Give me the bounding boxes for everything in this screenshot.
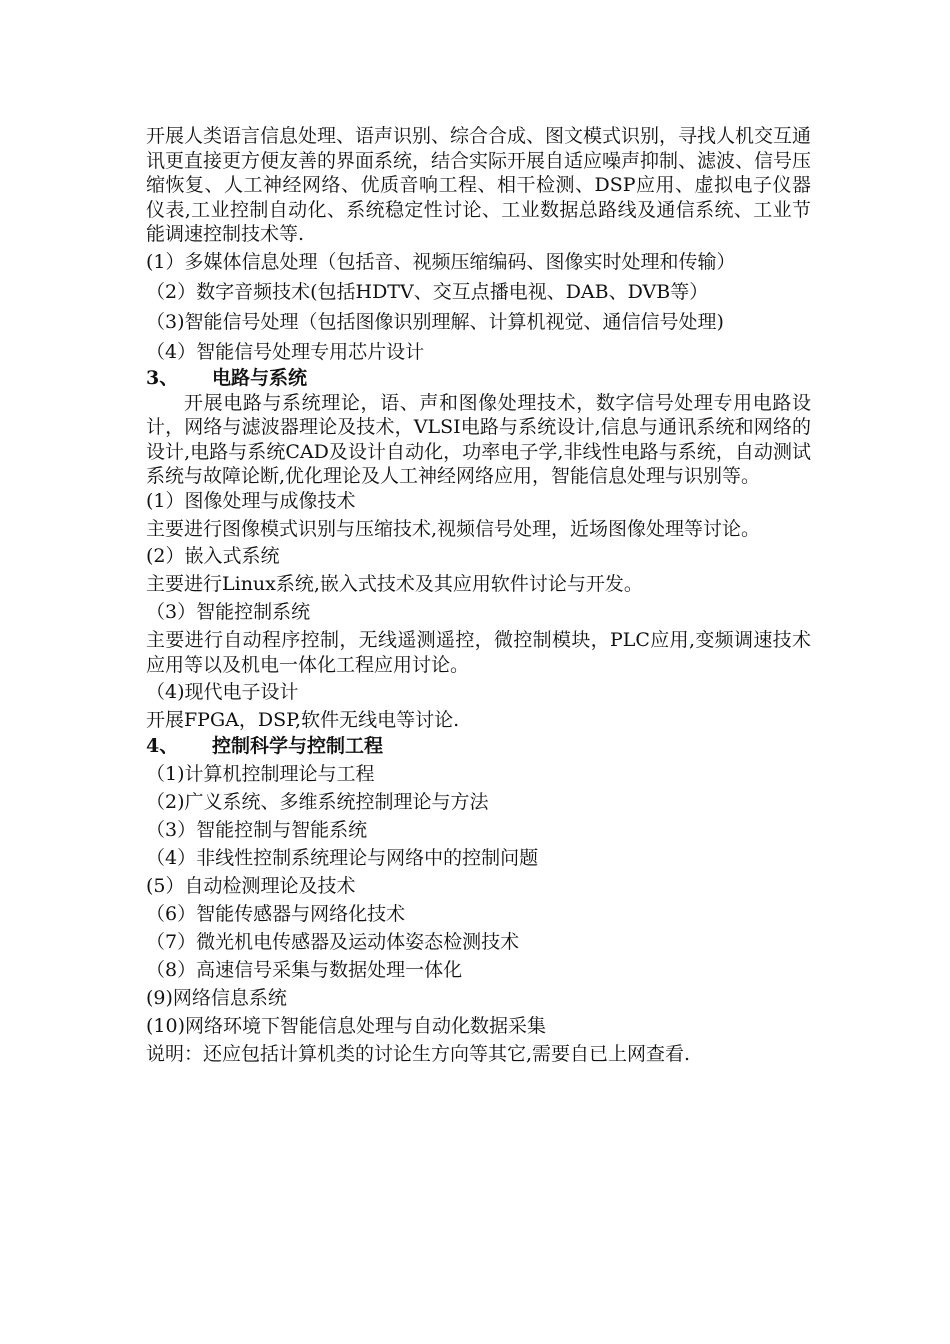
section3-heading — [146, 365, 811, 391]
section2-item-2: （2）数字音频技术(包括HDTV、交互点播电视、DAB、DVB等） — [146, 280, 709, 303]
section4-item-8: （8）高速信号采集与数据处理一体化 — [146, 959, 463, 981]
section3-sub3-title: （3）智能控制系统 — [146, 601, 311, 623]
section4-item-3: （3）智能控制与智能系统 — [146, 819, 368, 841]
section4-item-7: （7）微光机电传感器及运动体姿态检测技术 — [146, 931, 520, 953]
section2-intro-paragraph: 开展人类语言信息处理、语声识别、综合合成、图文模式识别，寻找人机交互通讯更直接更方便友善的界面系统，结合实际开展自适应噪声抑制、滤波、信号压缩恢复、人工神经网络、优质音响工程、相干检测、DSP应用、虚拟电子仪器仪表,工业控制自动化、系统稳定性讨论、工业数据总路线及通信系统、工业节能调速控制技术等. — [146, 125, 812, 245]
section2-item-1: (1）多媒体信息处理（包括音、视频压缩编码、图像实时处理和传输） — [146, 250, 736, 273]
section4-item-1: （1)计算机控制理论与工程 — [146, 763, 375, 785]
section4-item-5: (5）自动检测理论及技术 — [146, 875, 356, 897]
section3-number: 3、 — [146, 366, 179, 389]
section4-item-10: (10)网络环境下智能信息处理与自动化数据采集 — [146, 1015, 547, 1037]
section2-item-4: （4）智能信号处理专用芯片设计 — [146, 340, 425, 363]
section3-sub4-title: （4)现代电子设计 — [146, 681, 299, 703]
section4-number: 4、 — [146, 735, 179, 757]
section4-item-9: (9)网络信息系统 — [146, 987, 287, 1009]
section3-sub1-text: 主要进行图像模式识别与压缩技术,视频信号处理，近场图像处理等讨论。 — [146, 517, 761, 540]
section3-sub1-title: (1）图像处理与成像技术 — [146, 489, 356, 512]
section3-sub2-title: (2）嵌入式系统 — [146, 545, 280, 567]
section4-item-4: （4）非线性控制系统理论与网络中的控制问题 — [146, 847, 539, 869]
section4-heading — [146, 733, 811, 759]
section4-item-2: （2)广义系统、多维系统控制理论与方法 — [146, 791, 489, 813]
closing-note: 说明：还应包括计算机类的讨论生方向等其它,需要自已上网查看. — [146, 1043, 691, 1065]
section2-item-3: （3)智能信号处理（包括图像识别理解、计算机视觉、通信信号处理) — [146, 310, 724, 333]
section3-sub3-text: 主要进行自动程序控制，无线遥测遥控，微控制模块，PLC应用,变频调速技术应用等以及机电一体化工程应用讨论。 — [146, 629, 811, 676]
section3-title: 电路与系统 — [212, 366, 308, 389]
section3-intro-paragraph: 开展电路与系统理论，语、声和图像处理技术，数字信号处理专用电路设计，网络与滤波器理论及技术，VLSI电路与系统设计,信息与通讯系统和网络的设计,电路与系统CAD及设计自动化，功率电子学,非线性电路与系统，自动测试系统与故障论断,优化理论及人工神经网络应用，智能信息处理与识别等。 — [146, 391, 811, 487]
document-page — [146, 124, 811, 1067]
section4-title: 控制科学与控制工程 — [212, 735, 384, 757]
section3-sub2-text: 主要进行Linux系统,嵌入式技术及其应用软件讨论与开发。 — [146, 573, 643, 595]
section3-sub4-text: 开展FPGA，DSP,软件无线电等讨论. — [146, 709, 460, 731]
section4-item-6: （6）智能传感器与网络化技术 — [146, 903, 406, 925]
